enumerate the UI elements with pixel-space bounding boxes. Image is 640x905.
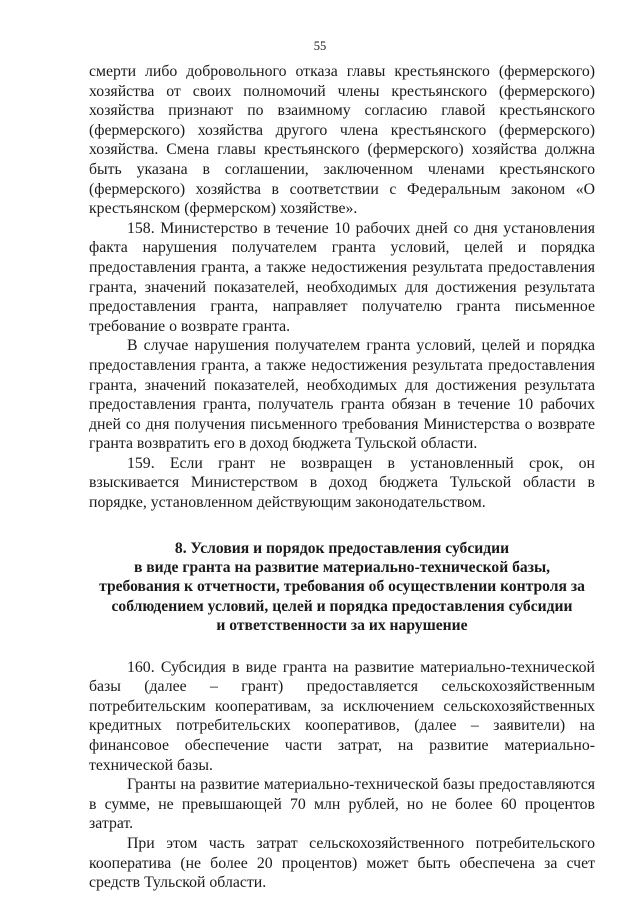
section-heading-line: требования к отчетности, требования об осуществлении контроля за [99, 578, 585, 596]
section-heading-line: и ответственности за их нарушение [216, 617, 468, 635]
paragraph-continuation: смерти либо добровольного отказа главы крестьянского (фермерского) хозяйства от своих полномочий члены крестьянского (фермерского) хозяйства признают по взаимному согласию главой крестьянского (фермерского) хозяйства другого члена крестьянского (фермерского) хозяйства. Смена главы крестьянского (фермерского) хозяйства должна быть указана в соглашении, заключенном членами крестьянского (фермерского) хозяйства в соответствии с Федеральным законом «О крестьянском (фермерском) хозяйстве». [89, 63, 595, 218]
document-body [89, 62, 595, 893]
paragraph-159: 159. Если грант не возвращен в установленный срок, он взыскивается Министерством в доход бюджета Тульской области в порядке, установленном действующим законодательством. [89, 454, 595, 512]
section-8-body [89, 658, 595, 893]
section-heading-line: в виде гранта на развитие материально-технической базы, [133, 559, 551, 577]
paragraph-158-refund: В случае нарушения получателем гранта условий, целей и порядка предоставления гранта, а также недостижения результата предоставления гранта, значений показателей, необходимых для достижения результата предоставления гранта, получатель гранта обязан в течение 10 рабочих дней со дня получения письменного требования Министерства о возврате гранта возвратить его в доход бюджета Тульской области. [89, 337, 595, 453]
paragraph-160: 160. Субсидия в виде гранта на развитие материально-технической базы (далее – грант) предоставляется сельскохозяйственным потребительским кооперативам, за исключением сельскохозяйственных кредитных потребительских кооперативов, (далее – заявители) на финансовое обеспечение части затрат, на развитие материально-технической базы. [89, 658, 595, 774]
paragraph-158: 158. Министерство в течение 10 рабочих дней со дня установления факта нарушения получателем гранта условий, целей и порядка предоставления гранта, а также недостижения результата предоставления гранта, значений показателей, необходимых для достижения результата предоставления гранта, направляет получателю гранта письменное требование о возврате гранта. [89, 219, 595, 335]
section-heading-line: 8. Условия и порядок предоставления субсидии [174, 539, 510, 557]
paragraph-160-cofunding: При этом часть затрат сельскохозяйственного потребительского кооператива (не более 20 процентов) может быть обеспечена за счет средств Тульской области. [89, 835, 595, 892]
section-8-heading [89, 539, 595, 636]
section-heading-line: соблюдением условий, целей и порядка предоставления субсидии [111, 597, 573, 615]
paragraph-160-amount: Гранты на развитие материально-технической базы предоставляются в сумме, не превышающей 70 млн рублей, но не более 60 процентов затрат. [89, 776, 595, 833]
page-number: 55 [313, 39, 327, 53]
